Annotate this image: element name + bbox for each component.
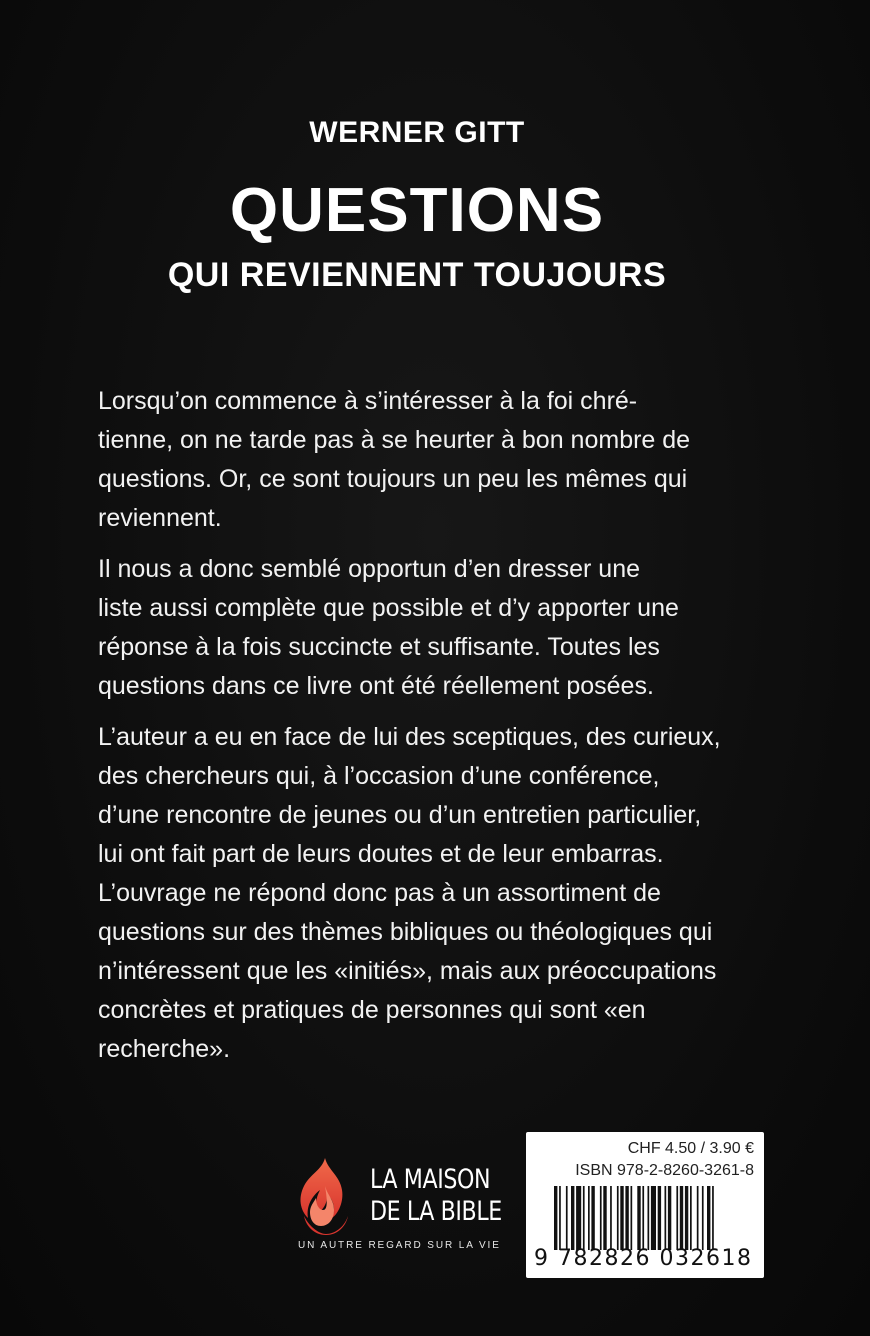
- barcode-bar: [685, 1186, 688, 1250]
- barcode-bar: [690, 1186, 692, 1250]
- blurb-line: L’auteur a eu en face de lui des sceptiques, des curieux,: [98, 723, 721, 751]
- barcode-bar: [631, 1186, 633, 1250]
- blurb-line: tienne, on ne tarde pas à se heurter à bon nombre de: [98, 426, 691, 454]
- barcode-bar: [617, 1186, 619, 1250]
- blurb-line: des chercheurs qui, à l’occasion d’une conférence,: [98, 762, 660, 790]
- publisher-name-line-1: LA MAISON: [370, 1164, 491, 1195]
- publisher-logo: [294, 1150, 524, 1260]
- barcode-bar: [588, 1186, 590, 1250]
- blurb-line: questions sur des thèmes bibliques ou théologiques qui: [98, 918, 713, 946]
- blurb-line: Lorsqu’on commence à s’intéresser à la foi chré-: [98, 387, 638, 415]
- author-name: WERNER GITT: [309, 116, 525, 149]
- blurb-line: concrètes et pratiques de personnes qui sont «en: [98, 996, 646, 1024]
- blurb-paragraph-2: [98, 550, 778, 706]
- barcode-bar: [697, 1186, 699, 1250]
- price-text: CHF 4.50 / 3.90 €: [627, 1140, 754, 1157]
- barcode-bar: [625, 1186, 628, 1250]
- barcode-bar: [680, 1186, 683, 1250]
- barcode-bar: [603, 1186, 606, 1250]
- publisher-name: [370, 1164, 502, 1228]
- blurb-line: questions. Or, ce sont toujours un peu les mêmes qui: [98, 465, 688, 493]
- barcode-bar: [651, 1186, 656, 1250]
- barcode-bar: [665, 1186, 667, 1250]
- barcode-bars: [554, 1186, 756, 1250]
- blurb-line: L’ouvrage ne répond donc pas à un assortiment de: [98, 879, 661, 907]
- blurb-paragraph-3: [98, 718, 778, 1069]
- blurb-line: recherche».: [98, 1035, 231, 1063]
- blurb-line: questions dans ce livre ont été réellement posées.: [98, 672, 654, 700]
- barcode-bar: [648, 1186, 650, 1250]
- flame-icon: [294, 1156, 356, 1236]
- blurb-line: Il nous a donc semblé opportun d’en dresser une: [98, 555, 641, 583]
- blurb-text: [98, 382, 778, 1081]
- blurb-line: n’intéressent que les «initiés», mais aux préoccupations: [98, 957, 717, 985]
- barcode-label: [526, 1132, 764, 1278]
- barcode-bar: [610, 1186, 612, 1250]
- blurb-line: lui ont fait part de leurs doutes et de leur embarras.: [98, 840, 664, 868]
- barcode-bar: [620, 1186, 623, 1250]
- barcode-bar: [554, 1186, 557, 1250]
- isbn-text: ISBN 978-2-8260-3261-8: [575, 1162, 754, 1179]
- barcode-bar: [591, 1186, 594, 1250]
- blurb-line: réponse à la fois succincte et suffisante. Toutes les: [98, 633, 660, 661]
- book-title: QUESTIONS: [229, 176, 605, 245]
- publisher-tagline: UN AUTRE REGARD SUR LA VIE: [298, 1240, 501, 1251]
- barcode-bar: [642, 1186, 644, 1250]
- barcode-bar: [600, 1186, 602, 1250]
- barcode-bar: [637, 1186, 640, 1250]
- barcode-bar: [707, 1186, 710, 1250]
- barcode-bar: [576, 1186, 581, 1250]
- barcode-bar: [566, 1186, 568, 1250]
- barcode-bar: [668, 1186, 671, 1250]
- barcode-bar: [559, 1186, 561, 1250]
- barcode-bar: [676, 1186, 678, 1250]
- barcode-bar: [583, 1186, 585, 1250]
- blurb-line: d’une rencontre de jeunes ou d’un entretien particulier,: [98, 801, 702, 829]
- blurb-line: liste aussi complète que possible et d’y apporter une: [98, 594, 679, 622]
- blurb-paragraph-1: [98, 382, 778, 538]
- blurb-line: reviennent.: [98, 504, 222, 532]
- book-subtitle: QUI REVIENNENT TOUJOURS: [167, 256, 667, 294]
- barcode-bar: [712, 1186, 714, 1250]
- barcode-bar: [571, 1186, 574, 1250]
- barcode-bar: [702, 1186, 704, 1250]
- publisher-name-line-2: DE LA BIBLE: [370, 1196, 502, 1227]
- barcode-number: 9 782826 032618: [534, 1246, 753, 1271]
- barcode-bar: [658, 1186, 661, 1250]
